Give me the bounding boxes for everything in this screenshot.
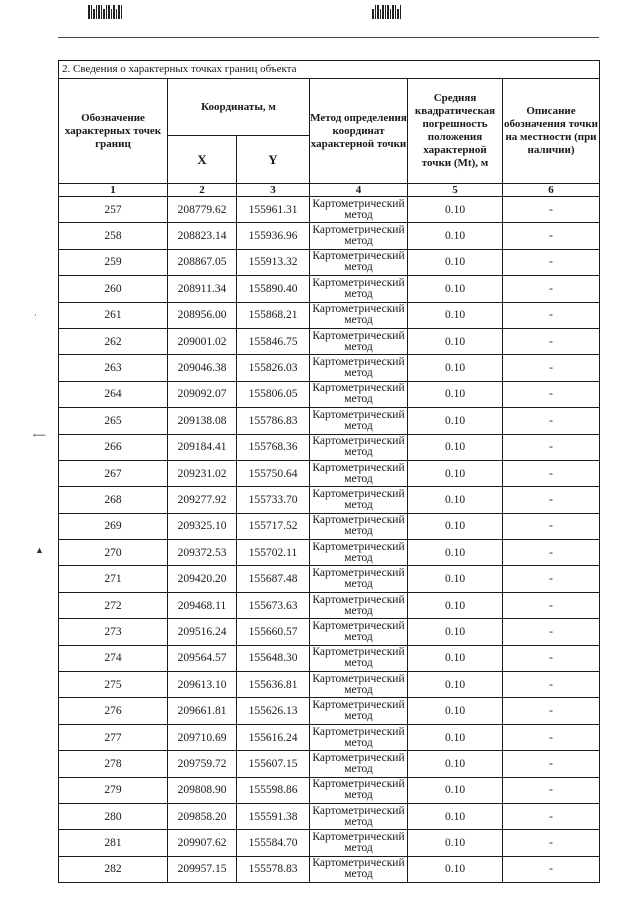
method-line2: метод [344, 393, 373, 406]
description-cell: - [503, 724, 600, 750]
method-cell [310, 540, 408, 566]
method-line1: Картометрический [312, 382, 405, 395]
method-line1: Картометрический [312, 672, 405, 685]
method-line1: Картометрический [312, 593, 405, 606]
x-coordinate-cell: 208911.34 [168, 276, 237, 302]
method-cell [310, 803, 408, 829]
x-coordinate-cell: 209907.62 [168, 830, 237, 856]
description-cell: - [503, 223, 600, 249]
method-line2: метод [344, 657, 373, 670]
description-cell: - [503, 672, 600, 698]
x-coordinate-cell: 209231.02 [168, 460, 237, 486]
header-point-name: Обозначение характерных точек границ [59, 79, 168, 184]
y-coordinate-cell: 155733.70 [237, 487, 310, 513]
method-line2: метод [344, 446, 373, 459]
method-line2: метод [344, 578, 373, 591]
table-row [59, 223, 600, 249]
description-cell: - [503, 434, 600, 460]
header-method: Метод определения координат характерной точки [310, 79, 408, 184]
method-line2: метод [344, 683, 373, 696]
table-row [59, 487, 600, 513]
table-row [59, 276, 600, 302]
accuracy-cell: 0.10 [408, 645, 503, 671]
point-number-cell: 279 [59, 777, 168, 803]
method-cell [310, 197, 408, 223]
y-coordinate-cell: 155826.03 [237, 355, 310, 381]
y-coordinate-cell: 155687.48 [237, 566, 310, 592]
method-cell [310, 566, 408, 592]
accuracy-cell: 0.10 [408, 830, 503, 856]
header-y: Y [237, 136, 310, 184]
x-coordinate-cell: 209468.11 [168, 592, 237, 618]
x-coordinate-cell: 208823.14 [168, 223, 237, 249]
method-cell [310, 276, 408, 302]
table-row [59, 355, 600, 381]
y-coordinate-cell: 155750.64 [237, 460, 310, 486]
description-cell: - [503, 619, 600, 645]
method-line2: метод [344, 340, 373, 353]
x-coordinate-cell: 208956.00 [168, 302, 237, 328]
accuracy-cell: 0.10 [408, 724, 503, 750]
method-cell [310, 249, 408, 275]
barcode-right [372, 5, 401, 19]
point-number-cell: 276 [59, 698, 168, 724]
x-coordinate-cell: 209957.15 [168, 856, 237, 882]
x-coordinate-cell: 209092.07 [168, 381, 237, 407]
x-coordinate-cell: 209516.24 [168, 619, 237, 645]
method-line2: метод [344, 287, 373, 300]
method-line1: Картометрический [312, 487, 405, 500]
accuracy-cell: 0.10 [408, 276, 503, 302]
x-coordinate-cell: 209808.90 [168, 777, 237, 803]
table-row [59, 777, 600, 803]
y-coordinate-cell: 155591.38 [237, 803, 310, 829]
description-cell: - [503, 698, 600, 724]
column-number: 2 [168, 184, 237, 197]
description-cell: - [503, 777, 600, 803]
method-line1: Картометрический [312, 514, 405, 527]
y-coordinate-cell: 155936.96 [237, 223, 310, 249]
method-line1: Картометрический [312, 751, 405, 764]
accuracy-cell: 0.10 [408, 408, 503, 434]
point-number-cell: 262 [59, 328, 168, 354]
table-row [59, 566, 600, 592]
point-number-cell: 270 [59, 540, 168, 566]
point-number-cell: 272 [59, 592, 168, 618]
header-coordinates: Координаты, м [168, 79, 310, 136]
description-cell: - [503, 803, 600, 829]
method-line2: метод [344, 498, 373, 511]
column-number: 5 [408, 184, 503, 197]
column-number: 3 [237, 184, 310, 197]
header-x: X [168, 136, 237, 184]
column-number-row [59, 184, 600, 197]
x-coordinate-cell: 209138.08 [168, 408, 237, 434]
x-coordinate-cell: 209613.10 [168, 672, 237, 698]
table-row [59, 540, 600, 566]
description-cell: - [503, 830, 600, 856]
method-cell [310, 777, 408, 803]
method-cell [310, 513, 408, 539]
y-coordinate-cell: 155846.75 [237, 328, 310, 354]
method-line2: метод [344, 842, 373, 855]
method-line1: Картометрический [312, 804, 405, 817]
accuracy-cell: 0.10 [408, 487, 503, 513]
point-number-cell: 268 [59, 487, 168, 513]
method-line1: Картометрический [312, 831, 405, 844]
x-coordinate-cell: 209001.02 [168, 328, 237, 354]
table-row [59, 513, 600, 539]
method-line2: метод [344, 762, 373, 775]
description-cell: - [503, 856, 600, 882]
accuracy-cell: 0.10 [408, 223, 503, 249]
x-coordinate-cell: 209277.92 [168, 487, 237, 513]
method-line1: Картометрический [312, 567, 405, 580]
method-cell [310, 460, 408, 486]
method-line2: метод [344, 208, 373, 221]
point-number-cell: 266 [59, 434, 168, 460]
y-coordinate-cell: 155648.30 [237, 645, 310, 671]
method-cell [310, 434, 408, 460]
accuracy-cell: 0.10 [408, 619, 503, 645]
method-line2: метод [344, 525, 373, 538]
point-number-cell: 260 [59, 276, 168, 302]
accuracy-cell: 0.10 [408, 381, 503, 407]
header-accuracy: Средняя квадратическая погрешность положения характерной точки (Mt), м [408, 79, 503, 184]
method-line1: Картометрический [312, 356, 405, 369]
x-coordinate-cell: 209046.38 [168, 355, 237, 381]
table-row [59, 803, 600, 829]
description-cell: - [503, 487, 600, 513]
y-coordinate-cell: 155607.15 [237, 751, 310, 777]
point-number-cell: 264 [59, 381, 168, 407]
method-line2: метод [344, 367, 373, 380]
x-coordinate-cell: 209759.72 [168, 751, 237, 777]
y-coordinate-cell: 155660.57 [237, 619, 310, 645]
y-coordinate-cell: 155702.11 [237, 540, 310, 566]
table-row [59, 460, 600, 486]
method-cell [310, 619, 408, 645]
description-cell: - [503, 566, 600, 592]
point-number-cell: 259 [59, 249, 168, 275]
description-cell: - [503, 408, 600, 434]
method-cell [310, 302, 408, 328]
table-row [59, 698, 600, 724]
table-row [59, 197, 600, 223]
x-coordinate-cell: 209372.53 [168, 540, 237, 566]
table-row [59, 381, 600, 407]
scan-speck: ⟵ [33, 430, 46, 440]
method-line1: Картометрический [312, 646, 405, 659]
table-row [59, 672, 600, 698]
description-cell: - [503, 355, 600, 381]
table-row [59, 724, 600, 750]
point-number-cell: 281 [59, 830, 168, 856]
point-number-cell: 261 [59, 302, 168, 328]
y-coordinate-cell: 155768.36 [237, 434, 310, 460]
method-line1: Картометрический [312, 224, 405, 237]
column-number: 6 [503, 184, 600, 197]
table-row [59, 619, 600, 645]
point-number-cell: 273 [59, 619, 168, 645]
description-cell: - [503, 540, 600, 566]
method-line1: Картометрический [312, 725, 405, 738]
method-cell [310, 672, 408, 698]
y-coordinate-cell: 155673.63 [237, 592, 310, 618]
y-coordinate-cell: 155890.40 [237, 276, 310, 302]
method-line1: Картометрический [312, 303, 405, 316]
y-coordinate-cell: 155786.83 [237, 408, 310, 434]
accuracy-cell: 0.10 [408, 803, 503, 829]
y-coordinate-cell: 155616.24 [237, 724, 310, 750]
point-number-cell: 282 [59, 856, 168, 882]
accuracy-cell: 0.10 [408, 751, 503, 777]
method-cell [310, 408, 408, 434]
accuracy-cell: 0.10 [408, 540, 503, 566]
table-row [59, 434, 600, 460]
point-number-cell: 277 [59, 724, 168, 750]
method-line2: метод [344, 235, 373, 248]
method-cell [310, 698, 408, 724]
method-cell [310, 381, 408, 407]
description-cell: - [503, 460, 600, 486]
method-cell [310, 592, 408, 618]
column-number: 4 [310, 184, 408, 197]
description-cell: - [503, 276, 600, 302]
x-coordinate-cell: 208779.62 [168, 197, 237, 223]
accuracy-cell: 0.10 [408, 328, 503, 354]
point-number-cell: 265 [59, 408, 168, 434]
method-line2: метод [344, 630, 373, 643]
y-coordinate-cell: 155961.31 [237, 197, 310, 223]
x-coordinate-cell: 209184.41 [168, 434, 237, 460]
accuracy-cell: 0.10 [408, 672, 503, 698]
method-line1: Картометрический [312, 408, 405, 421]
scan-speck: · [34, 310, 37, 320]
method-cell [310, 355, 408, 381]
method-line2: метод [344, 604, 373, 617]
method-line2: метод [344, 815, 373, 828]
method-line1: Картометрический [312, 461, 405, 474]
point-number-cell: 280 [59, 803, 168, 829]
x-coordinate-cell: 209710.69 [168, 724, 237, 750]
table-row [59, 830, 600, 856]
accuracy-cell: 0.10 [408, 777, 503, 803]
accuracy-cell: 0.10 [408, 197, 503, 223]
method-cell [310, 223, 408, 249]
y-coordinate-cell: 155598.86 [237, 777, 310, 803]
description-cell: - [503, 328, 600, 354]
table-row [59, 645, 600, 671]
scan-speck: ▲ [35, 545, 44, 555]
x-coordinate-cell: 208867.05 [168, 249, 237, 275]
accuracy-cell: 0.10 [408, 566, 503, 592]
description-cell: - [503, 592, 600, 618]
method-line1: Картометрический [312, 619, 405, 632]
description-cell: - [503, 513, 600, 539]
method-line1: Картометрический [312, 276, 405, 289]
accuracy-cell: 0.10 [408, 249, 503, 275]
column-number: 1 [59, 184, 168, 197]
point-number-cell: 257 [59, 197, 168, 223]
method-line1: Картометрический [312, 857, 405, 870]
description-cell: - [503, 751, 600, 777]
x-coordinate-cell: 209325.10 [168, 513, 237, 539]
accuracy-cell: 0.10 [408, 856, 503, 882]
method-cell [310, 830, 408, 856]
y-coordinate-cell: 155584.70 [237, 830, 310, 856]
y-coordinate-cell: 155806.05 [237, 381, 310, 407]
point-number-cell: 278 [59, 751, 168, 777]
method-line2: метод [344, 419, 373, 432]
point-number-cell: 267 [59, 460, 168, 486]
y-coordinate-cell: 155626.13 [237, 698, 310, 724]
point-number-cell: 258 [59, 223, 168, 249]
table-row [59, 328, 600, 354]
y-coordinate-cell: 155717.52 [237, 513, 310, 539]
table-row [59, 302, 600, 328]
x-coordinate-cell: 209858.20 [168, 803, 237, 829]
header-description: Описание обозначения точки на местности (при наличии) [503, 79, 600, 184]
method-line2: метод [344, 789, 373, 802]
accuracy-cell: 0.10 [408, 302, 503, 328]
accuracy-cell: 0.10 [408, 434, 503, 460]
y-coordinate-cell: 155578.83 [237, 856, 310, 882]
method-line1: Картометрический [312, 197, 405, 210]
method-cell [310, 328, 408, 354]
method-cell [310, 856, 408, 882]
point-number-cell: 271 [59, 566, 168, 592]
method-cell [310, 751, 408, 777]
method-line1: Картометрический [312, 329, 405, 342]
method-line2: метод [344, 710, 373, 723]
y-coordinate-cell: 155913.32 [237, 249, 310, 275]
accuracy-cell: 0.10 [408, 513, 503, 539]
barcode-left [88, 5, 122, 19]
table-row [59, 751, 600, 777]
table-row [59, 592, 600, 618]
point-number-cell: 263 [59, 355, 168, 381]
accuracy-cell: 0.10 [408, 460, 503, 486]
x-coordinate-cell: 209564.57 [168, 645, 237, 671]
method-line2: метод [344, 868, 373, 881]
method-line1: Картометрический [312, 540, 405, 553]
method-line1: Картометрический [312, 435, 405, 448]
method-line2: метод [344, 261, 373, 274]
y-coordinate-cell: 155636.81 [237, 672, 310, 698]
point-number-cell: 269 [59, 513, 168, 539]
description-cell: - [503, 645, 600, 671]
section-title: 2. Сведения о характерных точках границ объекта [59, 61, 600, 79]
method-line2: метод [344, 472, 373, 485]
description-cell: - [503, 249, 600, 275]
table-row [59, 408, 600, 434]
point-number-cell: 275 [59, 672, 168, 698]
method-line1: Картометрический [312, 778, 405, 791]
description-cell: - [503, 197, 600, 223]
method-line2: метод [344, 551, 373, 564]
method-line2: метод [344, 736, 373, 749]
accuracy-cell: 0.10 [408, 698, 503, 724]
table-row [59, 249, 600, 275]
x-coordinate-cell: 209661.81 [168, 698, 237, 724]
method-line1: Картометрический [312, 250, 405, 263]
method-line1: Картометрический [312, 699, 405, 712]
header-rule [58, 37, 599, 38]
y-coordinate-cell: 155868.21 [237, 302, 310, 328]
table-row [59, 856, 600, 882]
x-coordinate-cell: 209420.20 [168, 566, 237, 592]
description-cell: - [503, 302, 600, 328]
accuracy-cell: 0.10 [408, 592, 503, 618]
accuracy-cell: 0.10 [408, 355, 503, 381]
method-cell [310, 724, 408, 750]
boundary-points-table [58, 60, 600, 883]
method-cell [310, 487, 408, 513]
method-cell [310, 645, 408, 671]
method-line2: метод [344, 314, 373, 327]
description-cell: - [503, 381, 600, 407]
point-number-cell: 274 [59, 645, 168, 671]
